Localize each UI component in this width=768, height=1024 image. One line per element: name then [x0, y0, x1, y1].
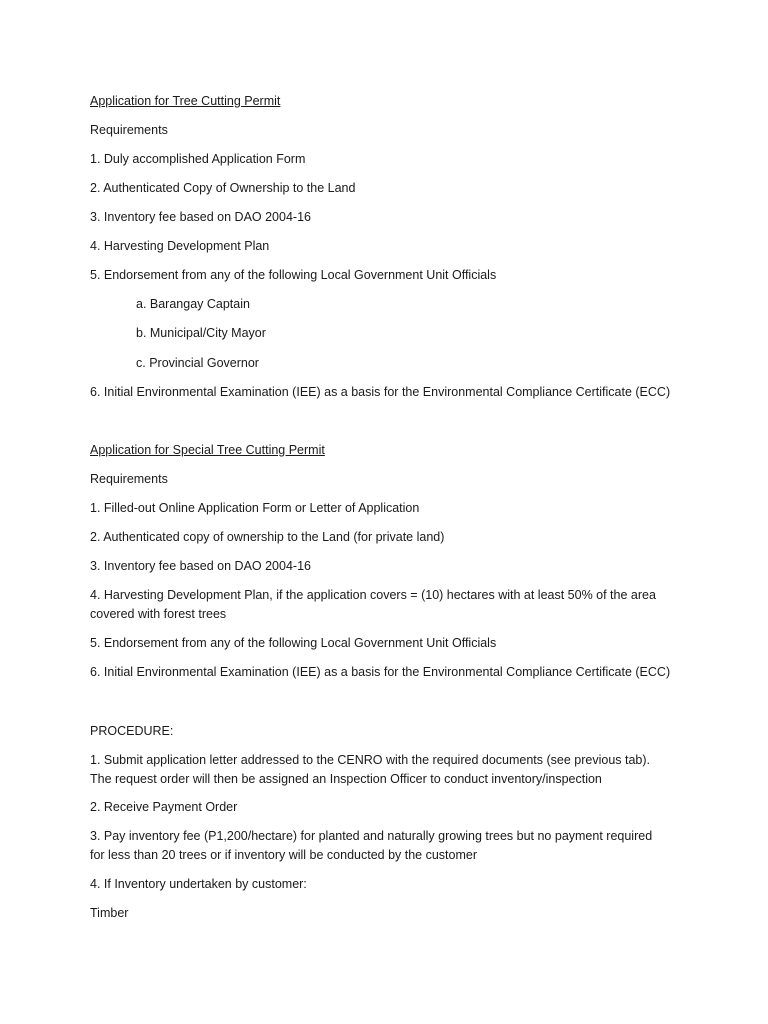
sub-list-item: c. Provincial Governor	[136, 356, 259, 370]
list-item: 4. Harvesting Development Plan	[90, 239, 270, 253]
list-item: 6. Initial Environmental Examination (IEE) as a basis for the Environmental Compliance Certificate (ECC)	[90, 665, 671, 679]
sub-list-item: a. Barangay Captain	[136, 297, 250, 311]
section-title-tree-cutting: Application for Tree Cutting Permit	[90, 94, 281, 108]
procedure-heading: PROCEDURE:	[90, 724, 174, 738]
list-item: 6. Initial Environmental Examination (IEE) as a basis for the Environmental Compliance Certificate (ECC)	[90, 385, 671, 399]
procedure-step: 3. Pay inventory fee (P1,200/hectare) for planted and naturally growing trees but no payment required for less than 20 trees or if inventory will be conducted by the customer	[90, 829, 653, 862]
procedure-step: 1. Submit application letter addressed to the CENRO with the required documents (see previous tab). The request order will then be assigned an Inspection Officer to conduct inventory/inspection	[90, 753, 651, 786]
list-item: 2. Authenticated Copy of Ownership to the Land	[90, 181, 356, 195]
list-item: 1. Filled-out Online Application Form or Letter of Application	[90, 501, 420, 515]
list-item: 1. Duly accomplished Application Form	[90, 152, 306, 166]
list-item: 5. Endorsement from any of the following Local Government Unit Officials	[90, 636, 497, 650]
requirements-heading: Requirements	[90, 472, 168, 486]
requirements-heading: Requirements	[90, 123, 168, 137]
list-item: 4. Harvesting Development Plan, if the application covers = (10) hectares with at least 50% of the area covered with forest trees	[90, 588, 656, 621]
procedure-step: 4. If Inventory undertaken by customer:	[90, 877, 307, 891]
list-item: 3. Inventory fee based on DAO 2004-16	[90, 559, 311, 573]
section-title-special-tree-cutting: Application for Special Tree Cutting Permit	[90, 443, 325, 457]
procedure-step: 2. Receive Payment Order	[90, 800, 238, 814]
list-item: 3. Inventory fee based on DAO 2004-16	[90, 210, 311, 224]
sub-list-item: b. Municipal/City Mayor	[136, 326, 266, 340]
list-item: 2. Authenticated copy of ownership to the Land (for private land)	[90, 530, 445, 544]
list-item: 5. Endorsement from any of the following Local Government Unit Officials	[90, 268, 497, 282]
timber-label: Timber	[90, 906, 129, 920]
